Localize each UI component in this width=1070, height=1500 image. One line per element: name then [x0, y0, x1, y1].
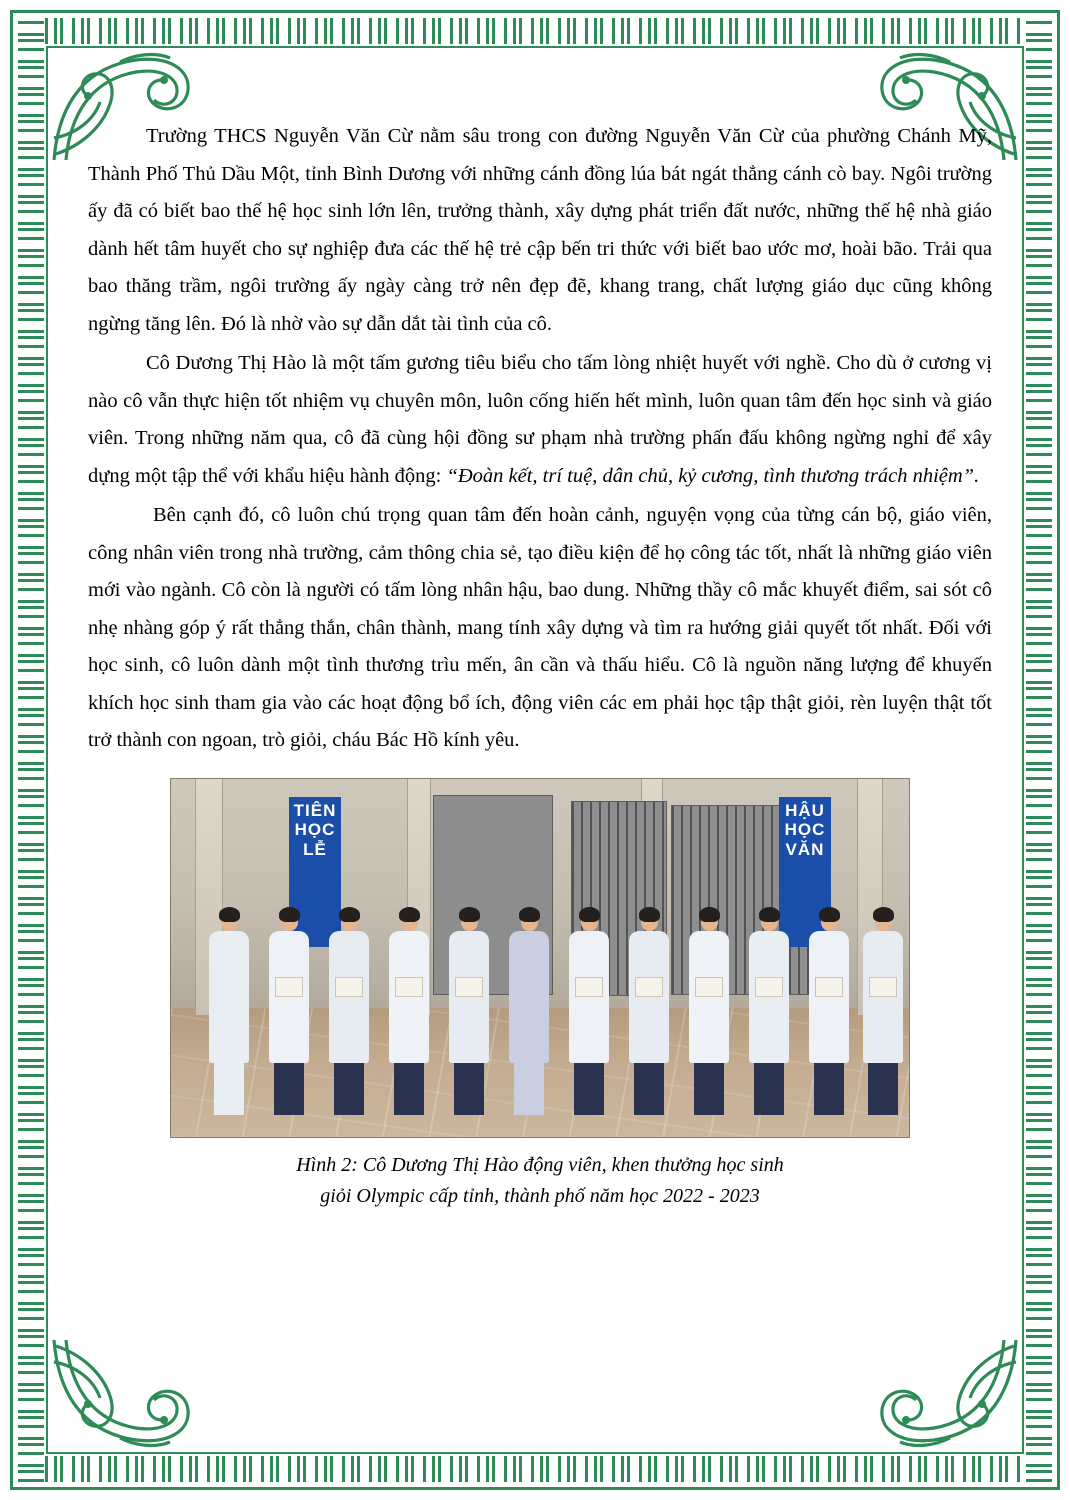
- photo-person-teacher: [207, 911, 251, 1115]
- person-head: [461, 911, 478, 931]
- figure-caption-line-1: Hình 2: Cô Dương Thị Hào động viên, khen thưởng học sinh: [296, 1153, 784, 1176]
- person-head: [281, 911, 298, 931]
- paragraph-1: [88, 118, 992, 343]
- photo-person-principal: [507, 911, 551, 1115]
- person-head: [581, 911, 598, 931]
- photo-person-student: [807, 911, 851, 1115]
- paragraph-1-text: Trường THCS Nguyễn Văn Cừ nằm sâu trong con đường Nguyễn Văn Cừ của phường Chánh Mỹ, Thành Phố Thủ Dầu Một, tỉnh Bình Dương với những cánh đồng lúa bát ngát thẳng cánh cò bay. Ngôi trường ấy đã có biết bao thế hệ học sinh lớn lên, trưởng thành, xây dựng phát triển đất nước, những thế hệ nhà giáo dành hết tâm huyết cho sự nghiệp đưa các thế hệ trẻ cập bến tri thức với biết bao ước mơ, hoài bão. Trải qua bao thăng trầm, ngôi trường ấy ngày càng trở nên đẹp đẽ, khang trang, chất lượng giáo dục cũng không ngừng tăng lên. Đó là nhờ vào sự dẫn dắt tài tình của cô.: [88, 125, 992, 335]
- person-legs: [454, 1063, 484, 1115]
- photo-person-student: [861, 911, 905, 1115]
- person-head: [401, 911, 418, 931]
- greek-key-border-right: [1026, 18, 1052, 1482]
- figure-photo: [170, 778, 910, 1138]
- photo-person-student: [627, 911, 671, 1115]
- person-body: [509, 931, 549, 1063]
- award-certificate: [755, 977, 783, 997]
- person-legs: [574, 1063, 604, 1115]
- person-body: [389, 931, 429, 1063]
- person-hair: [699, 907, 720, 922]
- figure-block: [88, 778, 992, 1212]
- person-body: [749, 931, 789, 1063]
- person-head: [521, 911, 538, 931]
- paragraph-2-text: Cô Dương Thị Hào là một tấm gương tiêu biểu cho tấm lòng nhiệt huyết với nghề. Cho dù ở cương vị nào cô vẫn thực hiện tốt nhiệm vụ chuyên môn, luôn cống hiến hết mình, luôn quan tâm đến học sinh và giáo viên. Trong những năm qua, cô đã cùng hội đồng sư phạm nhà trường phấn đấu không ngừng nghỉ để xây dựng một tập thể với khẩu hiệu hành động:: [88, 352, 992, 487]
- person-body: [209, 931, 249, 1063]
- person-hair: [579, 907, 600, 922]
- document-body: [88, 118, 992, 1440]
- figure-caption: [88, 1150, 992, 1212]
- person-legs: [274, 1063, 304, 1115]
- person-legs: [634, 1063, 664, 1115]
- person-body: [689, 931, 729, 1063]
- person-hair: [873, 907, 894, 922]
- award-certificate: [575, 977, 603, 997]
- photo-person-student: [567, 911, 611, 1115]
- photo-banner-right: HẬU HỌC VĂN: [779, 797, 831, 947]
- greek-key-border-top: [18, 18, 1052, 44]
- person-legs: [868, 1063, 898, 1115]
- figure-caption-line-2: giỏi Olympic cấp tỉnh, thành phố năm học 2022 - 2023: [320, 1184, 760, 1207]
- greek-key-border-bottom: [18, 1456, 1052, 1482]
- photo-banner-left: TIÊN HỌC LỄ: [289, 797, 341, 947]
- award-certificate: [815, 977, 843, 997]
- paragraph-2: [88, 345, 992, 495]
- person-body: [629, 931, 669, 1063]
- person-legs: [334, 1063, 364, 1115]
- award-certificate: [275, 977, 303, 997]
- person-legs: [394, 1063, 424, 1115]
- person-hair: [219, 907, 240, 922]
- award-certificate: [635, 977, 663, 997]
- person-legs: [214, 1063, 244, 1115]
- paragraph-3-text: Bên cạnh đó, cô luôn chú trọng quan tâm đến hoàn cảnh, nguyện vọng của từng cán bộ, giáo viên, công nhân viên trong nhà trường, cảm thông chia sẻ, tạo điều kiện để họ công tác tốt, nhất là những giáo viên mới vào ngành. Cô còn là người có tấm lòng nhân hậu, bao dung. Những thầy cô mắc khuyết điểm, sai sót cô nhẹ nhàng góp ý rất thẳng thắn, chân thành, mang tính xây dựng và tìm ra hướng giải quyết tốt nhất. Đối với học sinh, cô luôn dành một tình thương trìu mến, ân cần và thấu hiểu. Cô là nguồn năng lượng để khuyến khích học sinh tham gia vào các hoạt động bổ ích, động viên các em phải học tập thật giỏi, rèn luyện thật tốt trở thành con ngoan, trò giỏi, cháu Bác Hồ kính yêu.: [88, 504, 992, 751]
- person-legs: [754, 1063, 784, 1115]
- award-certificate: [455, 977, 483, 997]
- person-head: [761, 911, 778, 931]
- photo-person-student: [687, 911, 731, 1115]
- award-certificate: [335, 977, 363, 997]
- person-body: [329, 931, 369, 1063]
- person-hair: [339, 907, 360, 922]
- person-hair: [459, 907, 480, 922]
- person-hair: [819, 907, 840, 922]
- award-certificate: [869, 977, 897, 997]
- person-hair: [399, 907, 420, 922]
- person-head: [221, 911, 238, 931]
- award-certificate: [695, 977, 723, 997]
- person-hair: [639, 907, 660, 922]
- person-body: [269, 931, 309, 1063]
- person-head: [821, 911, 838, 931]
- person-body: [449, 931, 489, 1063]
- photo-person-student: [327, 911, 371, 1115]
- motto-quote: “Đoàn kết, trí tuệ, dân chủ, kỷ cương, tình thương trách nhiệm”.: [446, 464, 980, 487]
- photo-person-student: [267, 911, 311, 1115]
- person-body: [569, 931, 609, 1063]
- person-legs: [814, 1063, 844, 1115]
- person-body: [863, 931, 903, 1063]
- person-head: [641, 911, 658, 931]
- greek-key-border-left: [18, 18, 44, 1482]
- paragraph-3: [88, 497, 992, 760]
- person-legs: [694, 1063, 724, 1115]
- person-legs: [514, 1063, 544, 1115]
- photo-person-student: [447, 911, 491, 1115]
- person-hair: [279, 907, 300, 922]
- photo-person-student: [387, 911, 431, 1115]
- photo-person-student: [747, 911, 791, 1115]
- person-head: [701, 911, 718, 931]
- award-certificate: [395, 977, 423, 997]
- person-body: [809, 931, 849, 1063]
- person-head: [875, 911, 892, 931]
- person-head: [341, 911, 358, 931]
- person-hair: [759, 907, 780, 922]
- person-hair: [519, 907, 540, 922]
